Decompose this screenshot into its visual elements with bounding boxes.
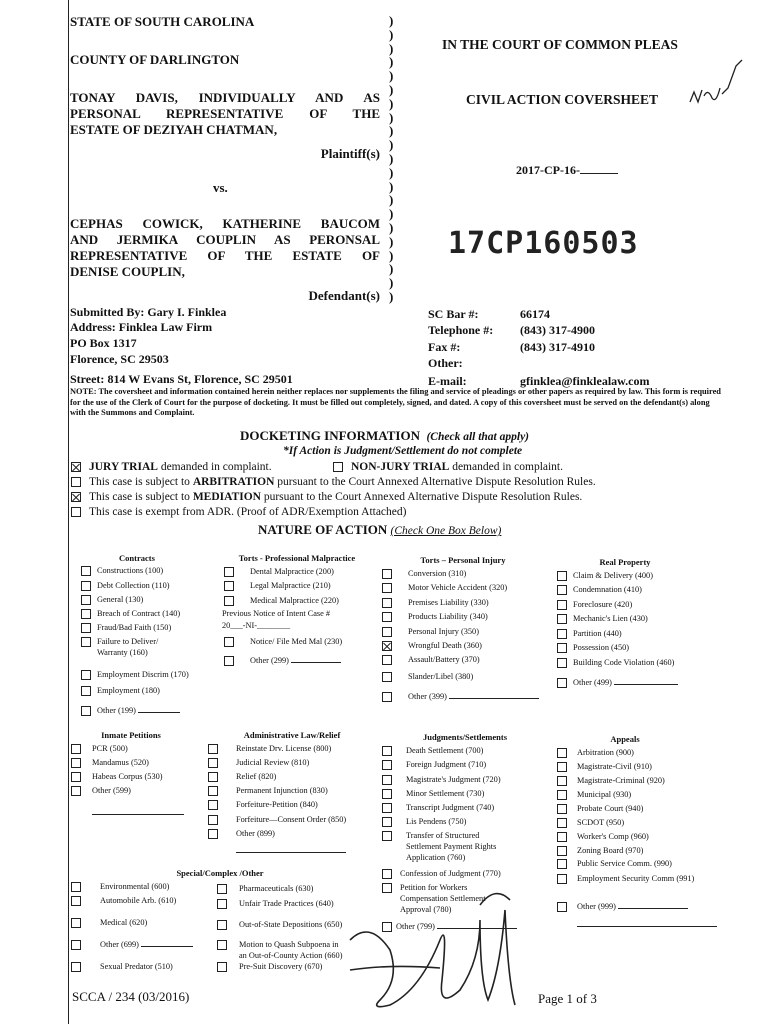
malpractice-checkbox-220[interactable] bbox=[224, 596, 234, 606]
nature-title: NATURE OF ACTION bbox=[258, 522, 388, 537]
special-checkbox-660[interactable] bbox=[217, 940, 227, 950]
plaintiff-line-1: TONAY DAVIS, INDIVIDUALLY AND AS bbox=[70, 90, 380, 105]
other-blank bbox=[291, 662, 341, 663]
non-jury-text: demanded in complaint. bbox=[452, 461, 564, 473]
filing-stamp: 17CP160503 bbox=[448, 226, 639, 261]
non-jury-checkbox[interactable] bbox=[333, 462, 343, 472]
malpractice-checkbox-210[interactable] bbox=[224, 581, 234, 591]
list-item-continuation: Warranty (160) bbox=[97, 648, 148, 657]
other-blank bbox=[236, 852, 346, 853]
defendant-line-2: AND JERMIKA COUPLIN AS PERONSAL bbox=[70, 232, 380, 247]
contracts-checkbox-140[interactable] bbox=[81, 609, 91, 619]
special-checkbox-630[interactable] bbox=[217, 884, 227, 894]
contracts-checkbox-199[interactable] bbox=[81, 706, 91, 716]
list-item: Legal Malpractice (210) bbox=[250, 581, 331, 591]
nature-hint: (Check One Box Below) bbox=[390, 525, 502, 537]
list-item-continuation: Approval (780) bbox=[400, 905, 452, 914]
list-item: Motor Vehicle Accident (320) bbox=[408, 583, 507, 593]
list-item: Partition (440) bbox=[573, 629, 622, 639]
docketing-hint: (Check all that apply) bbox=[426, 431, 530, 443]
list-item: Employment (180) bbox=[97, 686, 160, 696]
inmate-checkbox-530[interactable] bbox=[71, 772, 81, 782]
list-item: Notice/ File Med Mal (230) bbox=[250, 637, 342, 647]
list-item: Failure to Deliver/ bbox=[97, 637, 158, 647]
injury-checkbox-360[interactable] bbox=[382, 641, 392, 651]
admin-checkbox-820[interactable] bbox=[208, 772, 218, 782]
appeals-checkbox-970[interactable] bbox=[557, 846, 567, 856]
list-item: Zoning Board (970) bbox=[577, 846, 643, 856]
mediation-label: MEDIATION bbox=[192, 491, 261, 503]
exempt-checkbox[interactable] bbox=[71, 507, 81, 517]
list-item: Other (199) bbox=[97, 706, 180, 716]
judgments-header: Judgments/Settlements bbox=[422, 732, 508, 742]
injury-checkbox-399[interactable] bbox=[382, 692, 392, 702]
injury-checkbox-340[interactable] bbox=[382, 612, 392, 622]
jury-trial-row bbox=[71, 461, 272, 474]
judgments-checkbox-740[interactable] bbox=[382, 803, 392, 813]
special-checkbox-510[interactable] bbox=[71, 962, 81, 972]
list-item: Mandamus (520) bbox=[92, 758, 149, 768]
previous-notice-number: 20___-NI-________ bbox=[222, 621, 291, 630]
mediation-row bbox=[71, 491, 582, 504]
list-item: Assault/Battery (370) bbox=[408, 655, 480, 665]
list-item: Premises Liability (330) bbox=[408, 598, 489, 608]
list-item: Forfeiture—Consent Order (850) bbox=[236, 815, 346, 825]
list-item: Pharmaceuticals (630) bbox=[239, 884, 313, 894]
arbitration-label: ARBITRATION bbox=[192, 476, 275, 488]
special-checkbox-620[interactable] bbox=[71, 918, 81, 928]
list-item: SCDOT (950) bbox=[577, 818, 624, 828]
telephone-label: Telephone #: bbox=[428, 323, 494, 337]
special-checkbox-640[interactable] bbox=[217, 899, 227, 909]
list-item: Minor Settlement (730) bbox=[406, 789, 484, 799]
injury-checkbox-320[interactable] bbox=[382, 583, 392, 593]
list-item: Possession (450) bbox=[573, 643, 629, 653]
list-item: Magistrate-Civil (910) bbox=[577, 762, 652, 772]
list-item: Transfer of Structured bbox=[406, 831, 479, 841]
previous-notice-label: Previous Notice of Intent Case # bbox=[222, 609, 331, 618]
list-item: Sexual Predator (510) bbox=[100, 962, 173, 972]
nature-heading bbox=[258, 522, 501, 538]
appeals-checkbox-940[interactable] bbox=[557, 804, 567, 814]
list-item: Public Service Comm. (990) bbox=[577, 859, 672, 869]
inmate-checkbox-500[interactable] bbox=[71, 744, 81, 754]
list-item: Mechanic's Lien (430) bbox=[573, 614, 648, 624]
list-item: Conversion (310) bbox=[408, 569, 466, 579]
admin-checkbox-899[interactable] bbox=[208, 829, 218, 839]
street-label: Street: bbox=[70, 372, 105, 386]
judgments-checkbox-760[interactable] bbox=[382, 831, 392, 841]
plaintiff-line-2: PERSONAL REPRESENTATIVE OF THE bbox=[70, 106, 380, 121]
appeals-checkbox-930[interactable] bbox=[557, 790, 567, 800]
submitted-by-label: Submitted By: bbox=[70, 305, 145, 319]
coversheet-note: NOTE: The coversheet and information contained herein neither replaces nor supplements the filing and service of pleadings or other papers as required by law. This form is required for the use of the Clerk of Court for the purpose of docketing. It must be filled out completely, signed, and dated. A copy of this coversheet must be served on the defendant(s) along with the Summons and Complaint. bbox=[70, 387, 721, 417]
property-checkbox-460[interactable] bbox=[557, 658, 567, 668]
mediation-pre: This case is subject to bbox=[89, 491, 190, 503]
injury-checkbox-350[interactable] bbox=[382, 627, 392, 637]
other-blank bbox=[138, 712, 180, 713]
list-item: Reinstate Drv. License (800) bbox=[236, 744, 331, 754]
list-item: Other (499) bbox=[573, 678, 678, 688]
contracts-checkbox-170[interactable] bbox=[81, 670, 91, 680]
defendant-line-3: REPRESENTATIVE OF THE ESTATE OF bbox=[70, 248, 380, 263]
list-item: Condemnation (410) bbox=[573, 585, 642, 595]
property-checkbox-410[interactable] bbox=[557, 585, 567, 595]
malpractice-checkbox-200[interactable] bbox=[224, 567, 234, 577]
list-item: Arbitration (900) bbox=[577, 748, 634, 758]
list-item: Permanent Injunction (830) bbox=[236, 786, 328, 796]
list-item: Employment Discrim (170) bbox=[97, 670, 189, 680]
submitted-by-line bbox=[70, 305, 226, 320]
contracts-header: Contracts bbox=[119, 553, 155, 563]
inmate-header: Inmate Petitions bbox=[101, 730, 161, 740]
email-label: E-mail: bbox=[428, 374, 467, 388]
list-item: Automobile Arb. (610) bbox=[100, 896, 176, 906]
real-property-header: Real Property bbox=[599, 557, 651, 567]
telephone-line bbox=[428, 323, 595, 338]
admin-checkbox-800[interactable] bbox=[208, 744, 218, 754]
plaintiff-line-3: ESTATE OF DEZIYAH CHATMAN, bbox=[70, 122, 278, 137]
list-item: Breach of Contract (140) bbox=[97, 609, 180, 619]
non-jury-row bbox=[333, 461, 563, 474]
judgments-checkbox-730[interactable] bbox=[382, 789, 392, 799]
injury-checkbox-380[interactable] bbox=[382, 672, 392, 682]
docketing-title: DOCKETING INFORMATION bbox=[240, 428, 420, 443]
list-item: Magistrate's Judgment (720) bbox=[406, 775, 501, 785]
docketing-heading bbox=[240, 428, 529, 444]
defendant-line-4: DENISE COUPLIN, bbox=[70, 264, 185, 279]
property-checkbox-430[interactable] bbox=[557, 614, 567, 624]
special-checkbox-650[interactable] bbox=[217, 920, 227, 930]
list-item: PCR (500) bbox=[92, 744, 128, 754]
case-number-line bbox=[516, 163, 618, 178]
other-blank bbox=[92, 814, 184, 815]
list-item: Products Liability (340) bbox=[408, 612, 488, 622]
city-state-zip: Florence, SC 29503 bbox=[70, 352, 169, 366]
list-item: Pre-Suit Discovery (670) bbox=[239, 962, 322, 972]
non-jury-label: NON-JURY TRIAL bbox=[351, 461, 450, 473]
inmate-checkbox-520[interactable] bbox=[71, 758, 81, 768]
property-checkbox-440[interactable] bbox=[557, 629, 567, 639]
street-address: 814 W Evans St, Florence, SC 29501 bbox=[107, 372, 293, 386]
list-item: Magistrate-Criminal (920) bbox=[577, 776, 665, 786]
injury-checkbox-330[interactable] bbox=[382, 598, 392, 608]
special-checkbox-600[interactable] bbox=[71, 882, 81, 892]
list-item: Medical (620) bbox=[100, 918, 147, 928]
clerk-initials-mark bbox=[686, 58, 746, 110]
admin-checkbox-840[interactable] bbox=[208, 800, 218, 810]
list-item: Other (399) bbox=[408, 692, 539, 702]
fax-label: Fax #: bbox=[428, 340, 461, 354]
special-checkbox-610[interactable] bbox=[71, 896, 81, 906]
list-item: Motion to Quash Subpoena in bbox=[239, 940, 339, 950]
special-header: Special/Complex /Other bbox=[176, 868, 264, 878]
plaintiff-label: Plaintiff(s) bbox=[320, 146, 380, 161]
property-checkbox-450[interactable] bbox=[557, 643, 567, 653]
other-blank bbox=[618, 908, 688, 909]
list-item: Claim & Delivery (400) bbox=[573, 571, 653, 581]
defendant-label: Defendant(s) bbox=[308, 288, 380, 303]
appeals-checkbox-960[interactable] bbox=[557, 832, 567, 842]
special-checkbox-670[interactable] bbox=[217, 962, 227, 972]
case-number-prefix: 2017-CP-16- bbox=[516, 163, 580, 177]
list-item: Unfair Trade Practices (640) bbox=[239, 899, 334, 909]
appeals-checkbox-910[interactable] bbox=[557, 762, 567, 772]
arbitration-pre: This case is subject to bbox=[89, 476, 190, 488]
court-title: IN THE COURT OF COMMON PLEAS bbox=[442, 37, 678, 52]
judgment-note: *If Action is Judgment/Settlement do not complete bbox=[283, 445, 523, 457]
appeals-checkbox-900[interactable] bbox=[557, 748, 567, 758]
personal-injury-header: Torts – Personal Injury bbox=[420, 555, 506, 565]
form-number: SCCA / 234 (03/2016) bbox=[72, 989, 190, 1004]
mediation-post: pursuant to the Court Annexed Alternative Dispute Resolution Rules. bbox=[263, 491, 583, 503]
arbitration-post: pursuant to the Court Annexed Alternative Dispute Resolution Rules. bbox=[277, 476, 596, 488]
admin-checkbox-850[interactable] bbox=[208, 815, 218, 825]
case-number-blank bbox=[580, 163, 618, 174]
list-item: Foreign Judgment (710) bbox=[406, 760, 486, 770]
malpractice-checkbox-230[interactable] bbox=[224, 637, 234, 647]
versus: vs. bbox=[213, 180, 228, 195]
special-checkbox-699[interactable] bbox=[71, 940, 81, 950]
list-item: Worker's Comp (960) bbox=[577, 832, 649, 842]
list-item-continuation: an Out-of-County Action (660) bbox=[239, 951, 343, 960]
admin-checkbox-830[interactable] bbox=[208, 786, 218, 796]
property-checkbox-420[interactable] bbox=[557, 600, 567, 610]
judgments-checkbox-770[interactable] bbox=[382, 869, 392, 879]
appeals-header: Appeals bbox=[610, 734, 640, 744]
fax-line bbox=[428, 340, 595, 355]
attorney-name: Gary I. Finklea bbox=[147, 305, 227, 319]
list-item: Employment Security Comm (991) bbox=[577, 874, 694, 884]
list-item: General (130) bbox=[97, 595, 143, 605]
coversheet-title: CIVIL ACTION COVERSHEET bbox=[466, 92, 659, 107]
other-blank bbox=[449, 698, 539, 699]
contracts-checkbox-100[interactable] bbox=[81, 566, 91, 576]
list-item: Probate Court (940) bbox=[577, 804, 643, 814]
list-item: Municipal (930) bbox=[577, 790, 631, 800]
judgments-checkbox-710[interactable] bbox=[382, 760, 392, 770]
admin-header: Administrative Law/Relief bbox=[243, 730, 341, 740]
arbitration-row bbox=[71, 476, 596, 489]
list-item-continuation: Application (760) bbox=[406, 853, 466, 862]
state-heading: STATE OF SOUTH CAROLINA bbox=[70, 14, 255, 29]
list-item: Debt Collection (110) bbox=[97, 581, 170, 591]
defendant-line-1: CEPHAS COWICK, KATHERINE BAUCOM bbox=[70, 216, 380, 231]
list-item: Other (599) bbox=[92, 786, 131, 796]
jury-trial-text: demanded in complaint. bbox=[160, 461, 272, 473]
appeals-checkbox-999[interactable] bbox=[557, 902, 567, 912]
exempt-text: This case is exempt from ADR. (Proof of ADR/Exemption Attached) bbox=[89, 506, 407, 518]
list-item-continuation: Compensation Settlement bbox=[400, 894, 486, 903]
street-line bbox=[70, 372, 293, 387]
inmate-checkbox-599[interactable] bbox=[71, 786, 81, 796]
attorney-signature bbox=[330, 880, 550, 1020]
list-item: Fraud/Bad Faith (150) bbox=[97, 623, 171, 633]
telephone-number: (843) 317-4900 bbox=[520, 323, 595, 337]
po-box: PO Box 1317 bbox=[70, 336, 137, 350]
county-heading: COUNTY OF DARLINGTON bbox=[70, 52, 240, 67]
list-item: Lis Pendens (750) bbox=[406, 817, 466, 827]
injury-checkbox-370[interactable] bbox=[382, 655, 392, 665]
list-item: Judicial Review (810) bbox=[236, 758, 309, 768]
bar-number: 66174 bbox=[520, 307, 550, 321]
contracts-checkbox-160[interactable] bbox=[81, 637, 91, 647]
list-item: Forfeiture-Petition (840) bbox=[236, 800, 318, 810]
list-item: Other (299) bbox=[250, 656, 341, 666]
other-blank bbox=[614, 684, 678, 685]
list-item: Other (799) bbox=[396, 922, 517, 932]
other-contact-label: Other: bbox=[428, 356, 463, 370]
appeals-checkbox-920[interactable] bbox=[557, 776, 567, 786]
appeals-checkbox-991[interactable] bbox=[557, 874, 567, 884]
list-item: Death Settlement (700) bbox=[406, 746, 483, 756]
property-checkbox-499[interactable] bbox=[557, 678, 567, 688]
judgments-checkbox-720[interactable] bbox=[382, 775, 392, 785]
contracts-checkbox-110[interactable] bbox=[81, 581, 91, 591]
list-item: Other (699) bbox=[100, 940, 193, 950]
fax-number: (843) 317-4910 bbox=[520, 340, 595, 354]
contracts-checkbox-150[interactable] bbox=[81, 623, 91, 633]
list-item: Personal Injury (350) bbox=[408, 627, 479, 637]
list-item: Building Code Violation (460) bbox=[573, 658, 674, 668]
left-margin-rule bbox=[68, 0, 69, 1024]
mediation-checkbox[interactable] bbox=[71, 492, 81, 502]
malpractice-header: Torts - Professional Malpractice bbox=[238, 553, 356, 563]
injury-checkbox-310[interactable] bbox=[382, 569, 392, 579]
list-item: Confession of Judgment (770) bbox=[400, 869, 501, 879]
list-item: Petition for Workers bbox=[400, 883, 467, 893]
list-item: Habeas Corpus (530) bbox=[92, 772, 163, 782]
list-item: Other (999) bbox=[577, 902, 688, 912]
judgments-checkbox-700[interactable] bbox=[382, 746, 392, 756]
list-item: Environmental (600) bbox=[100, 882, 169, 892]
list-item: Wrongful Death (360) bbox=[408, 641, 482, 651]
list-item: Relief (820) bbox=[236, 772, 276, 782]
contracts-checkbox-180[interactable] bbox=[81, 686, 91, 696]
list-item: Slander/Libel (380) bbox=[408, 672, 473, 682]
jury-trial-checkbox[interactable] bbox=[71, 462, 81, 472]
other-blank bbox=[577, 926, 717, 927]
firm-name: Finklea Law Firm bbox=[118, 320, 213, 334]
contracts-checkbox-130[interactable] bbox=[81, 595, 91, 605]
bar-line bbox=[428, 307, 550, 322]
list-item: Dental Malpractice (200) bbox=[250, 567, 334, 577]
list-item: Foreclosure (420) bbox=[573, 600, 632, 610]
malpractice-checkbox-299[interactable] bbox=[224, 656, 234, 666]
arbitration-checkbox[interactable] bbox=[71, 477, 81, 487]
list-item: Medical Malpractice (220) bbox=[250, 596, 339, 606]
list-item: Transcript Judgment (740) bbox=[406, 803, 494, 813]
email-address: gfinklea@finklealaw.com bbox=[520, 374, 650, 388]
caption-parentheses: ) ) ) ) ) ) ) ) ) ) ) ) ) ) ) ) ) ) ) ) ) bbox=[389, 13, 394, 304]
appeals-checkbox-950[interactable] bbox=[557, 818, 567, 828]
admin-checkbox-810[interactable] bbox=[208, 758, 218, 768]
list-item-continuation: Settlement Payment Rights bbox=[406, 842, 497, 851]
list-item: Out-of-State Depositions (650) bbox=[239, 920, 342, 930]
judgments-checkbox-750[interactable] bbox=[382, 817, 392, 827]
jury-trial-label: JURY TRIAL bbox=[89, 461, 158, 473]
appeals-checkbox-990[interactable] bbox=[557, 859, 567, 869]
property-checkbox-400[interactable] bbox=[557, 571, 567, 581]
address-line bbox=[70, 320, 212, 335]
page-number: Page 1 of 3 bbox=[538, 991, 597, 1006]
other-blank bbox=[141, 946, 193, 947]
list-item: Other (899) bbox=[236, 829, 275, 839]
bar-label: SC Bar #: bbox=[428, 307, 479, 321]
list-item: Constructions (100) bbox=[97, 566, 163, 576]
exempt-row bbox=[71, 506, 406, 519]
address-label: Address: bbox=[70, 320, 116, 334]
